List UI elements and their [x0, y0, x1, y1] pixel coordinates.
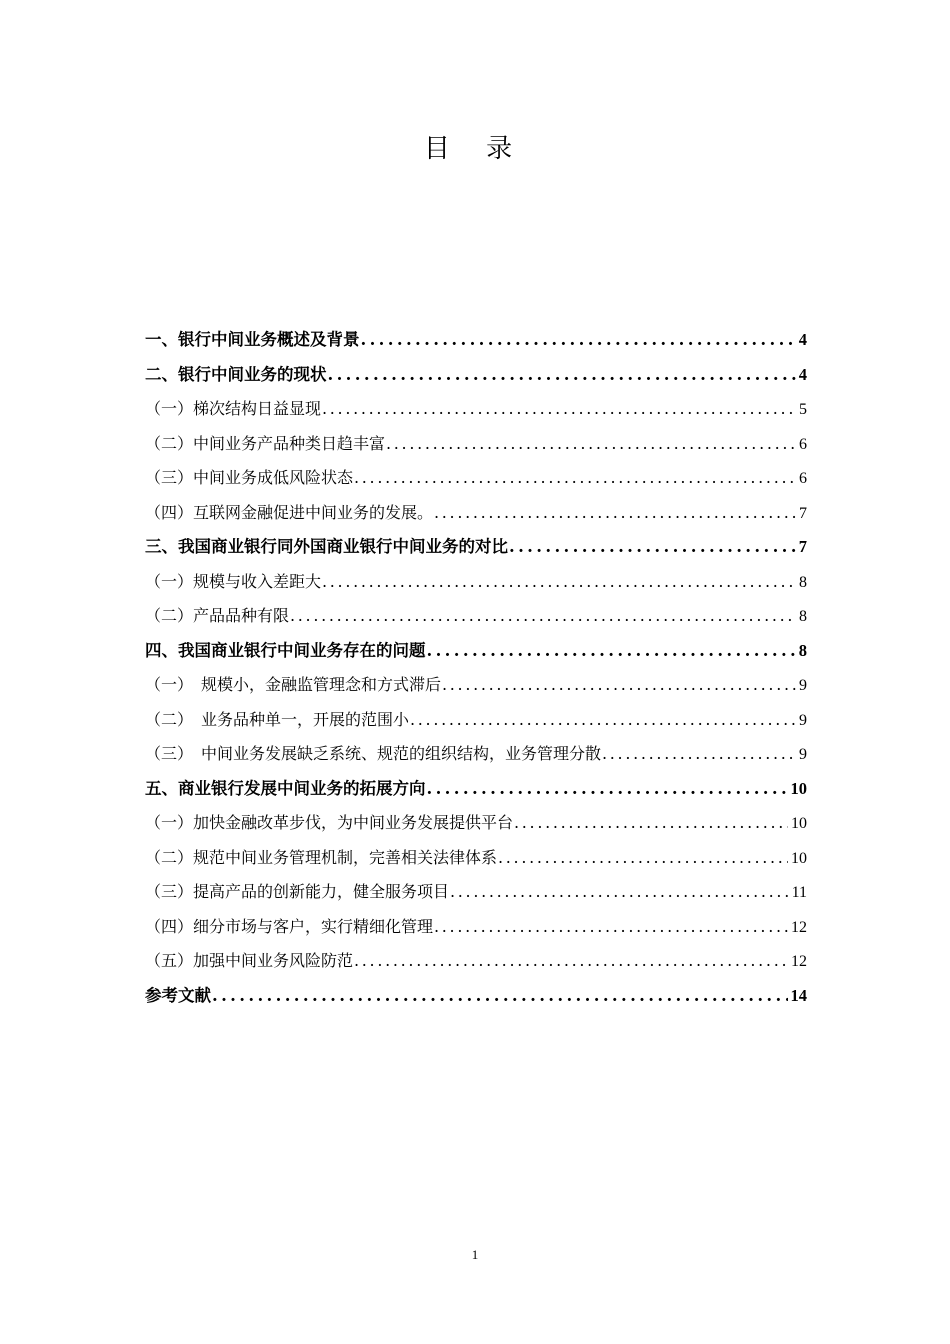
toc-dot-leader: [434, 910, 788, 945]
toc-dot-leader: [290, 599, 796, 634]
toc-entry[interactable]: [145, 703, 807, 738]
toc-entry[interactable]: [145, 565, 807, 600]
toc-entry-title: 参考文献: [145, 985, 211, 1005]
toc-entry-page: 8: [799, 608, 807, 625]
toc-dot-leader: [386, 427, 796, 462]
toc-entry-title: 一、银行中间业务概述及背景: [145, 330, 360, 349]
toc-entry[interactable]: [145, 427, 807, 462]
toc-entry[interactable]: [145, 323, 807, 358]
toc-dot-leader: [442, 668, 796, 703]
toc-entry-page: 12: [791, 953, 807, 970]
toc-entry[interactable]: [145, 944, 807, 979]
toc-entry-title: （二）中间业务产品种类日趋丰富: [145, 433, 386, 453]
toc-dot-leader: [602, 737, 796, 772]
toc-entry[interactable]: [145, 496, 807, 531]
toc-dot-leader: [361, 323, 796, 358]
toc-entry-page: 10: [790, 778, 807, 798]
toc-entry-title: 二、银行中间业务的现状: [145, 364, 327, 384]
toc-entry-page: 10: [791, 849, 807, 867]
toc-entry-page: 10: [791, 815, 807, 832]
toc-dot-leader: [410, 703, 796, 738]
toc-entry-title: （二）规范中间业务管理机制，完善相关法律体系: [145, 847, 498, 867]
toc-entry-title: （一）规模与收入差距大: [145, 571, 322, 591]
toc-entry-title: （二）产品品种有限: [145, 606, 290, 625]
toc-entry-page: 8: [799, 573, 807, 591]
toc-entry[interactable]: [145, 392, 807, 427]
toc-entry-page: 12: [791, 918, 807, 936]
toc-entry-title: （二） 业务品种单一，开展的范围小: [145, 709, 410, 729]
toc-entry-title: （四）细分市场与客户，实行精细化管理: [145, 916, 434, 936]
toc-entry[interactable]: [145, 875, 807, 910]
toc-entry-title: （三） 中间业务发展缺乏系统、规范的组织结构，业务管理分散: [145, 744, 602, 763]
toc-dot-leader: [328, 358, 796, 393]
toc-entry[interactable]: [145, 841, 807, 876]
toc-entry-page: 11: [791, 884, 807, 901]
table-of-contents: [145, 323, 807, 1013]
toc-dot-leader: [514, 806, 788, 841]
toc-dot-leader: [322, 565, 796, 600]
toc-dot-leader: [354, 461, 796, 496]
toc-entry-page: 6: [799, 470, 807, 487]
toc-dot-leader: [509, 530, 796, 565]
toc-entry-title: 四、我国商业银行中间业务存在的问题: [145, 640, 426, 660]
toc-entry[interactable]: [145, 979, 807, 1014]
toc-entry-page: 9: [799, 746, 807, 763]
toc-entry-page: 7: [798, 537, 807, 556]
toc-entry[interactable]: [145, 530, 807, 565]
toc-entry-page: 9: [799, 711, 807, 729]
toc-entry-title: 五、商业银行发展中间业务的拓展方向: [145, 778, 426, 798]
toc-entry-title: （五）加强中间业务风险防范: [145, 951, 354, 970]
toc-dot-leader: [427, 772, 788, 807]
toc-entry[interactable]: [145, 634, 807, 669]
toc-entry-title: （四）互联网金融促进中间业务的发展。: [145, 502, 434, 522]
toc-entry-page: 5: [799, 401, 807, 418]
toc-entry[interactable]: [145, 461, 807, 496]
toc-entry[interactable]: [145, 910, 807, 945]
toc-dot-leader: [354, 944, 788, 979]
toc-dot-leader: [212, 979, 788, 1014]
toc-entry-page: 14: [790, 985, 807, 1005]
toc-entry[interactable]: [145, 668, 807, 703]
toc-entry[interactable]: [145, 806, 807, 841]
toc-entry-title: 三、我国商业银行同外国商业银行中间业务的对比: [145, 537, 508, 556]
toc-dot-leader: [450, 875, 789, 910]
toc-entry-page: 7: [799, 504, 807, 522]
toc-entry-title: （一）梯次结构日益显现: [145, 399, 322, 418]
toc-entry-title: （三）中间业务成低风险状态: [145, 468, 354, 487]
toc-entry-page: 4: [798, 364, 807, 384]
toc-dot-leader: [498, 841, 788, 876]
toc-dot-leader: [434, 496, 796, 531]
toc-entry-page: 9: [799, 677, 807, 694]
toc-entry[interactable]: [145, 772, 807, 807]
toc-entry-title: （一）加快金融改革步伐，为中间业务发展提供平台: [145, 813, 514, 832]
toc-entry-title: （一） 规模小，金融监管理念和方式滞后: [145, 675, 442, 694]
page-number: 1: [471, 1247, 479, 1262]
toc-entry[interactable]: [145, 599, 807, 634]
toc-entry-page: 4: [798, 330, 807, 349]
page-title: 目 录: [423, 134, 527, 164]
toc-entry-page: 6: [799, 435, 807, 453]
toc-dot-leader: [322, 392, 796, 427]
toc-entry-page: 8: [798, 640, 807, 660]
toc-entry[interactable]: [145, 358, 807, 393]
toc-dot-leader: [427, 634, 796, 669]
toc-entry-title: （三）提高产品的创新能力，健全服务项目: [145, 882, 450, 901]
toc-entry[interactable]: [145, 737, 807, 772]
